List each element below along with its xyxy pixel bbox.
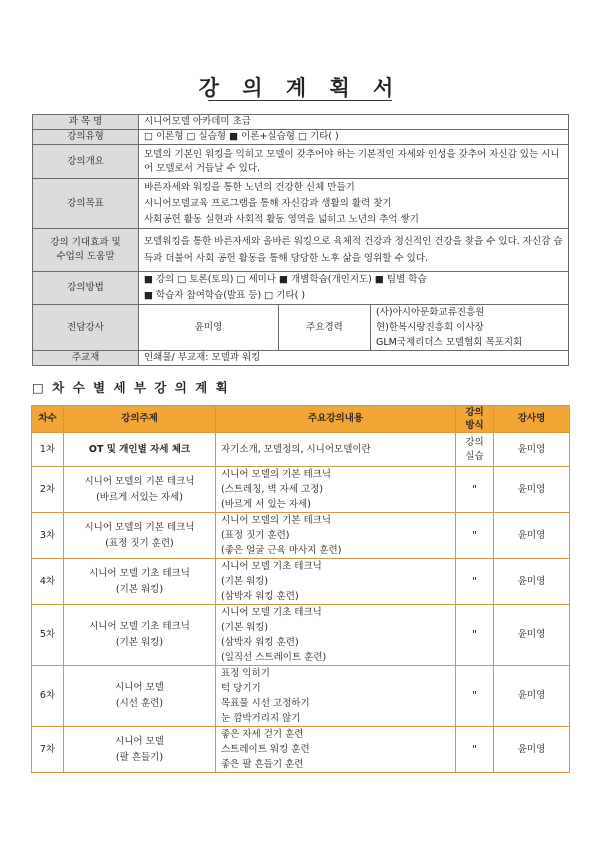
row-number: 1차 [32, 433, 64, 467]
row-type [33, 130, 569, 145]
content-line: 눈 깜박거리지 않기 [221, 713, 301, 724]
row-topic [64, 666, 216, 727]
topic-line: 시니어 모델 기초 테크닉 [89, 567, 190, 579]
type-label: 강의유형 [33, 130, 139, 145]
row-number: 4차 [32, 559, 64, 605]
schedule-row [32, 727, 570, 773]
career-item: GLM국제리더스 모델협회 목포지회 [376, 337, 523, 348]
topic-line: OT 및 개인별 자세 체크 [88, 443, 191, 455]
method-line: ■ 학습자 참여학습(발표 등) □ 기타( ) [144, 290, 306, 301]
row-method: " [456, 727, 494, 773]
content-line: 시니어 모델의 기본 테크닉 [221, 515, 332, 526]
row-teacher: 윤미영 [494, 513, 570, 559]
topic-line: (팔 흔들기) [115, 751, 164, 763]
schedule-row [32, 605, 570, 666]
content-line: (기본 워킹) [221, 576, 269, 587]
overview-value: 모델의 기본인 워킹을 익히고 모델이 갖추어야 하는 기본적인 자세와 인성을 갖추어 자신감 있는 시니어 모델로서 거듭날 수 있다. [139, 145, 569, 179]
row-goals [33, 179, 569, 229]
row-number: 2차 [32, 467, 64, 513]
content-line: 스트레이트 워킹 훈련 [221, 744, 310, 755]
row-teacher: 윤미영 [494, 605, 570, 666]
type-value: □ 이론형 □ 실습형 ■ 이론+실습형 □ 기타( ) [139, 130, 569, 145]
row-number: 6차 [32, 666, 64, 727]
row-content [216, 605, 456, 666]
header-no: 차수 [32, 406, 64, 433]
schedule-row [32, 433, 570, 467]
topic-line: 시니어 모델의 기본 테크닉 [84, 521, 195, 533]
content-line: (표정 짓기 훈련) [221, 530, 290, 541]
row-content [216, 467, 456, 513]
row-method: " [456, 666, 494, 727]
career-item: 현)한복시랑진흥회 이사장 [376, 322, 484, 333]
row-content [216, 666, 456, 727]
overview-label: 강의개요 [33, 145, 139, 179]
method-value [139, 272, 569, 305]
course-label: 과 목 명 [33, 115, 139, 130]
content-line: (기본 워킹) [221, 622, 269, 633]
topic-line: 시니어 모델 [115, 735, 164, 747]
row-teacher: 윤미영 [494, 727, 570, 773]
header-content: 주요강의내용 [216, 406, 456, 433]
content-line: 시니어 모델 기초 테크닉 [221, 561, 322, 572]
content-line: (바르게 서 있는 자세) [221, 499, 311, 510]
row-course [33, 115, 569, 130]
content-line: 표정 익히기 [221, 668, 270, 679]
row-method: " [456, 513, 494, 559]
instructor-name: 윤미영 [139, 305, 279, 351]
header-topic: 강의주제 [64, 406, 216, 433]
row-teacher: 윤미영 [494, 467, 570, 513]
goal-item: 사회공헌 활동 실현과 사회적 활동 영역을 넓히고 노년의 추억 쌓기 [144, 213, 419, 225]
method-label: 강의방법 [33, 272, 139, 305]
content-line: 시니어 모델 기초 테크닉 [221, 607, 322, 618]
row-teacher: 윤미영 [494, 666, 570, 727]
schedule-table [31, 405, 570, 773]
schedule-header-row [32, 406, 570, 433]
document-title: 강 의 계 획 서 [198, 76, 402, 100]
row-teacher: 윤미영 [494, 559, 570, 605]
content-line: 목표물 시선 고정하기 [221, 698, 310, 709]
topic-line: (기본 워킹) [115, 583, 164, 595]
career-label: 주요경력 [279, 305, 371, 351]
career-list [371, 305, 569, 351]
row-content [216, 433, 456, 467]
topic-line: 시니어 모델 [115, 682, 164, 693]
row-teacher: 윤미영 [494, 433, 570, 467]
instructor-label: 전담강사 [33, 305, 139, 351]
schedule-title: □ 차 수 별 세 부 강 의 계 획 [32, 380, 230, 395]
row-number: 3차 [32, 513, 64, 559]
content-line: (삼박자 워킹 훈련) [221, 637, 299, 648]
topic-line: (기본 워킹) [115, 637, 164, 648]
textbook-value: 인쇄물/ 부교재: 모델과 워킹 [139, 351, 569, 366]
career-item: (사)아시아문화교류진흥원 [376, 307, 485, 318]
topic-line: (바르게 서있는 자세) [96, 491, 183, 503]
content-line: 좋은 팔 흔들기 훈련 [221, 759, 304, 770]
row-topic [64, 605, 216, 666]
title-underline [208, 100, 392, 101]
method-line: ■ 강의 □ 토론(토의) □ 세미나 ■ 개별학습(개인지도) ■ 팀별 학습 [144, 274, 427, 285]
content-line: 시니어 모델의 기본 테크닉 [221, 469, 332, 480]
row-content [216, 559, 456, 605]
row-topic [64, 727, 216, 773]
topic-line: (시선 훈련) [115, 698, 164, 709]
schedule-row [32, 666, 570, 727]
effect-value: 모델워킹을 통한 바른자세와 올바른 워킹으로 육체적 건강과 정신적인 건강을 찾을 수 있다. 자신감 습득과 더불어 사회 공헌 활동을 통해 당당한 노후 삶을 영위할 수 있다. [139, 229, 569, 272]
content-line: (일직선 스트레이트 훈련) [221, 652, 327, 663]
row-method: " [456, 467, 494, 513]
schedule-row [32, 559, 570, 605]
effect-label-line: 강의 기대효과 및 [50, 237, 121, 248]
effect-label-line: 수업의 도움말 [56, 251, 115, 262]
header-method: 강의 방식 [456, 406, 494, 433]
topic-line: 시니어 모델의 기본 테크닉 [84, 475, 195, 487]
goals-value [139, 179, 569, 229]
topic-line: 시니어 모델 기초 테크닉 [89, 621, 190, 632]
row-topic [64, 513, 216, 559]
schedule-row [32, 513, 570, 559]
row-method: 강의 실습 [456, 433, 494, 467]
row-method [33, 272, 569, 305]
course-value: 시니어모델 아카데미 초급 [139, 115, 569, 130]
row-topic [64, 433, 216, 467]
row-method: " [456, 559, 494, 605]
row-topic [64, 467, 216, 513]
row-effect [33, 229, 569, 272]
content-line: 좋은 자세 걷기 훈련 [221, 729, 304, 740]
topic-line: (표정 짓기 훈련) [105, 537, 174, 549]
row-textbook [33, 351, 569, 366]
header-teacher: 강사명 [494, 406, 570, 433]
row-instructor [33, 305, 569, 351]
textbook-label: 주교재 [33, 351, 139, 366]
schedule-row [32, 467, 570, 513]
content-line: (좋은 얼굴 근육 마사지 훈련) [221, 545, 342, 556]
course-plan-table [32, 114, 569, 366]
content-line: (스트레칭, 벽 자세 고정) [221, 484, 324, 495]
goal-item: 시니어모델교육 프로그램을 통해 자신감과 생활의 활력 찾기 [144, 197, 392, 209]
row-method: " [456, 605, 494, 666]
row-content [216, 727, 456, 773]
content-line: (삼박자 워킹 훈련) [221, 591, 299, 602]
content-line: 자기소개, 모델정의, 시니어모델이란 [221, 444, 371, 455]
row-topic [64, 559, 216, 605]
row-overview [33, 145, 569, 179]
schedule-body [32, 433, 570, 773]
row-number: 7차 [32, 727, 64, 773]
effect-label [33, 229, 139, 272]
goals-label: 강의목표 [33, 179, 139, 229]
content-line: 턱 당기기 [221, 683, 261, 694]
row-number: 5차 [32, 605, 64, 666]
goal-item: 바른자세와 워킹을 통한 노년의 건강한 신체 만들기 [144, 181, 355, 193]
row-content [216, 513, 456, 559]
